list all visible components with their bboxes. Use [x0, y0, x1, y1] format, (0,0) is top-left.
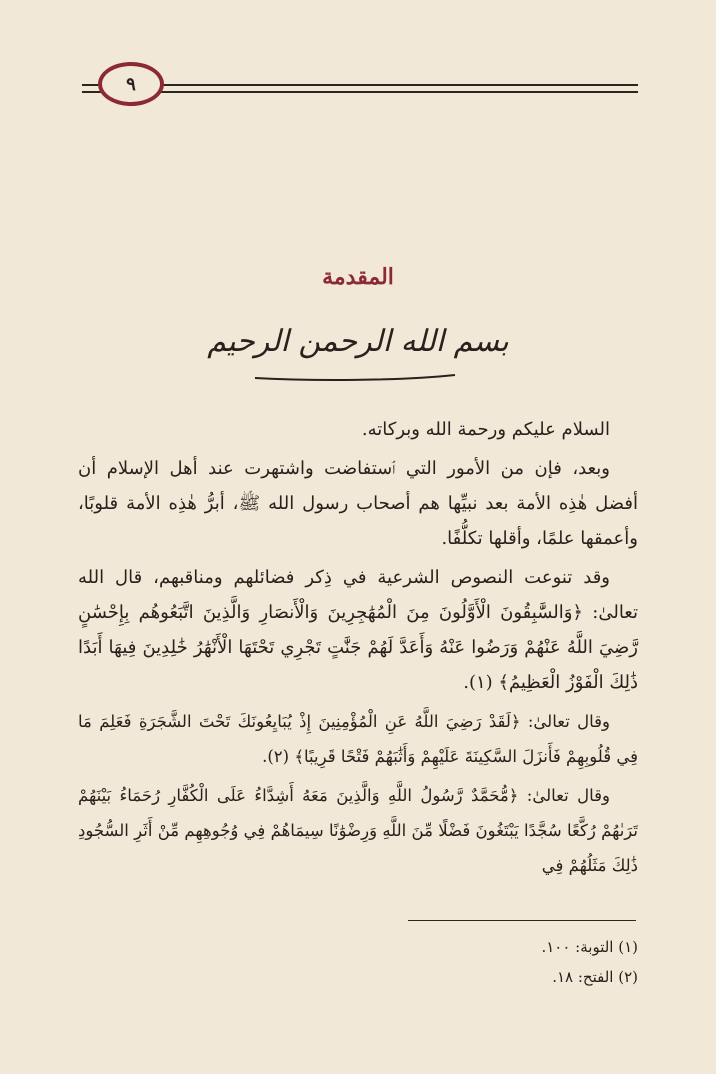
footnotes [541, 932, 638, 992]
footnote: (٢) الفتح: ١٨. [552, 968, 638, 986]
basmala-text: بسم الله الرحمن الرحيم [207, 324, 509, 359]
paragraph: السلام عليكم ورحمة الله وبركاته. [361, 419, 610, 440]
header-rule-bottom [82, 91, 638, 93]
paragraph: وقال تعالىٰ: ﴿مُّحَمَّدٌ رَّسُولُ اللَّهِ وَالَّذِينَ مَعَهُ أَشِدَّاءُ عَلَى الْكُفَّارِ رُحَمَاءُ بَيْنَهُمْ تَرَىٰهُمْ رُكَّعًا سُجَّدًا يَبْتَغُونَ فَضْلًا مِّنَ اللَّهِ وَرِضْوَٰنًا سِيمَاهُمْ فِي وُجُوهِهِم مِّنْ أَثَرِ السُّجُودِ ذَٰلِكَ مَثَلُهُمْ فِي [78, 786, 638, 875]
footnote-separator [408, 920, 636, 921]
section-heading: المقدمة [322, 264, 394, 290]
paragraph: وبعد، فإن من الأمور التي ٱستفاضت واشتهرت عند أهل الإسلام أن أفضل هٰذِه الأمة بعد نبيِّها هم أصحاب رسول الله ﷺ، أبرُّ هٰذِه الأمة قلوبًا، وأعمقها علمًا، وأقلها تكلُّفًا. [78, 458, 638, 549]
paragraph: وقال تعالىٰ: ﴿لَقَدْ رَضِيَ اللَّهُ عَنِ الْمُؤْمِنِينَ إِذْ يُبَايِعُونَكَ تَحْتَ الشَّجَرَةِ فَعَلِمَ مَا فِي قُلُوبِهِمْ فَأَنزَلَ السَّكِينَةَ عَلَيْهِمْ وَأَثَٰبَهُمْ فَتْحًا قَرِيبًا﴾ (٢). [78, 712, 638, 766]
paragraph: وقد تنوعت النصوص الشرعية في ذِكر فضائلهم ومناقبهم، قال الله تعالىٰ: ﴿وَالسَّٰبِقُونَ الْأَوَّلُونَ مِنَ الْمُهَٰجِرِينَ وَالْأَنصَارِ وَالَّذِينَ اتَّبَعُوهُم بِإِحْسَٰنٍ رَّضِيَ اللَّهُ عَنْهُمْ وَرَضُوا عَنْهُ وَأَعَدَّ لَهُمْ جَنَّٰتٍ تَجْرِي تَحْتَهَا الْأَنْهَٰرُ خَٰلِدِينَ فِيهَا أَبَدًا ذَٰلِكَ الْفَوْزُ الْعَظِيمُ﴾ (١). [78, 567, 638, 693]
basmala-calligraphy [0, 324, 716, 359]
body-text [78, 412, 638, 887]
basmala-flourish-icon [250, 372, 460, 382]
footnote: (١) التوبة: ١٠٠. [541, 938, 638, 956]
page-number-badge [98, 62, 164, 106]
page-number: ٩ [126, 73, 136, 95]
header-rule-top [82, 84, 638, 86]
